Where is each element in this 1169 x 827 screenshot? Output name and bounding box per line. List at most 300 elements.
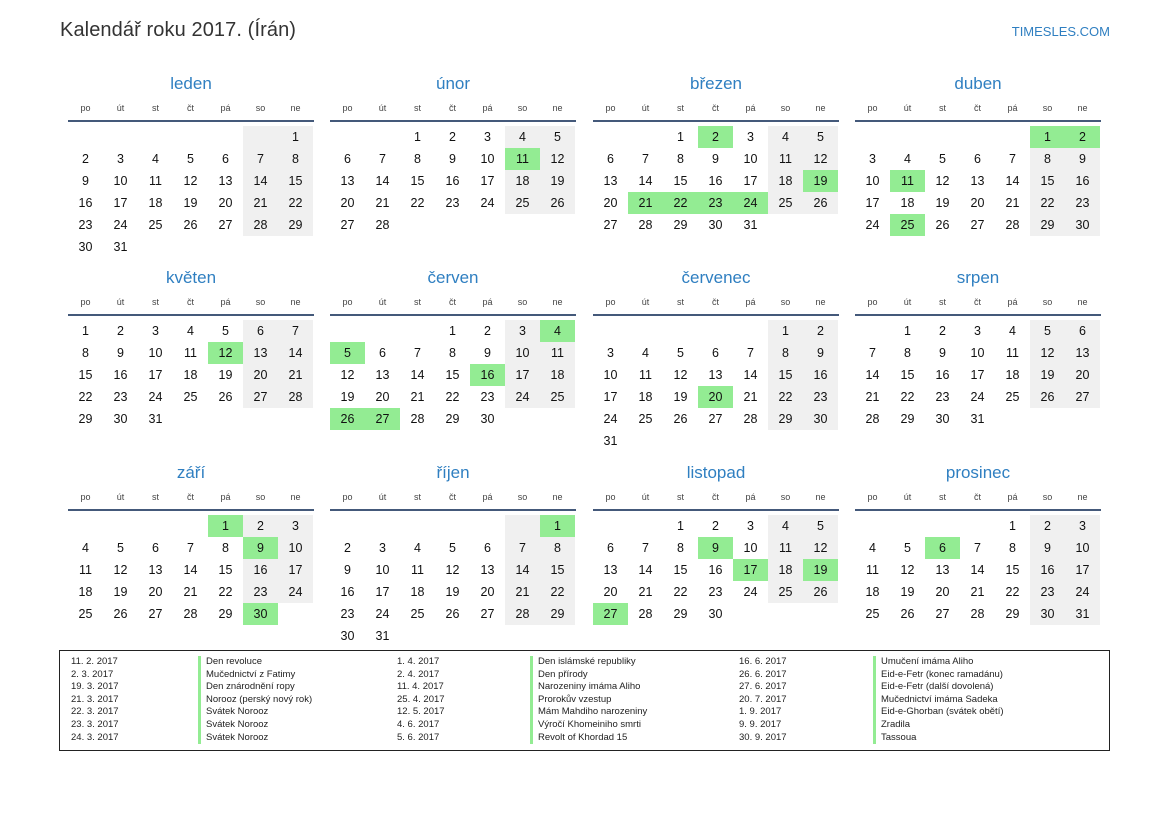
weekday-label: pá [745,297,756,307]
weekday-label: út [378,492,387,502]
weekday-label: čt [448,103,456,113]
weekday-label: pá [220,103,231,113]
month-8 [855,267,1101,430]
weekday-label: st [938,103,946,113]
day-cell: 28 [375,218,390,232]
weekday-label: po [342,103,353,113]
empty-cell [925,126,960,148]
day-cell: 4 [82,541,89,555]
day-cell: 3 [747,130,754,144]
holiday-date: 30. 9. 2017 [739,731,787,743]
day-cell: 2 [243,515,278,537]
day-cell: 1 [449,324,456,338]
day-cell: 28 [278,386,313,408]
empty-cell [768,603,803,625]
day-cell: 19 [445,585,460,599]
holiday-day-cell: 2 [698,126,733,148]
empty-cell [400,515,435,537]
day-cell: 16 [1065,170,1100,192]
day-grid [593,126,839,236]
day-cell: 8 [82,346,89,360]
day-cell: 11 [1006,346,1019,360]
holiday-name: Prorokův vzestup [530,694,647,707]
day-cell: 20 [970,196,985,210]
weekday-label: so [780,492,791,502]
day-cell: 25 [865,607,880,621]
weekday-header [68,487,314,507]
day-cell: 7 [747,346,754,360]
day-cell: 28 [1005,218,1020,232]
weekday-label: po [867,103,878,113]
holiday-name: Revolt of Khordad 15 [530,732,647,745]
holiday-day-cell: 27 [593,603,628,625]
day-cell: 26 [540,192,575,214]
day-cell: 19 [1030,364,1065,386]
day-cell: 2 [344,541,351,555]
day-cell: 12 [183,174,198,188]
day-cell: 15 [1030,170,1065,192]
day-cell: 4 [414,541,421,555]
empty-cell [663,430,698,452]
weekday-label: út [903,103,912,113]
holiday-date: 25. 4. 2017 [397,693,445,705]
day-cell: 5 [449,541,456,555]
day-cell: 8 [1030,148,1065,170]
day-cell: 20 [935,585,950,599]
day-cell: 27 [708,412,723,426]
weekday-label: ne [552,103,563,113]
day-cell: 14 [638,174,653,188]
weekday-header [68,98,314,118]
day-cell: 9 [449,152,456,166]
weekday-label: pá [482,103,493,113]
month-2 [330,73,576,236]
day-cell: 3 [117,152,124,166]
weekday-header [593,487,839,507]
empty-cell [173,126,208,148]
empty-cell [365,126,400,148]
day-cell: 17 [865,196,880,210]
day-cell: 13 [708,368,723,382]
day-cell: 15 [673,174,688,188]
day-grid [855,515,1101,625]
holiday-date: 23. 3. 2017 [71,718,119,730]
day-cell: 31 [1065,603,1100,625]
day-cell: 29 [1030,214,1065,236]
day-cell: 21 [865,390,880,404]
weekday-label: ne [1077,103,1088,113]
empty-cell [330,320,365,342]
empty-cell [365,320,400,342]
day-cell: 26 [900,607,915,621]
day-cell: 3 [379,541,386,555]
holiday-name: Mučednictví imáma Sadeka [873,694,1004,707]
empty-cell [505,515,540,537]
holiday-date: 24. 3. 2017 [71,731,119,743]
day-cell: 6 [974,152,981,166]
empty-cell [628,515,663,537]
day-grid [68,515,314,625]
day-cell: 14 [743,368,758,382]
day-cell: 24 [505,386,540,408]
day-cell: 24 [375,607,390,621]
empty-cell [733,320,768,342]
day-cell: 10 [743,152,758,166]
weekday-label: st [938,492,946,502]
weekday-label: ne [290,492,301,502]
weekday-label: so [780,103,791,113]
empty-cell [243,408,278,430]
holiday-name: Zradila [873,719,1004,732]
day-cell: 14 [638,563,653,577]
day-cell: 7 [505,537,540,559]
day-cell: 18 [900,196,915,210]
weekday-label: po [867,492,878,502]
day-cell: 8 [1009,541,1016,555]
day-cell: 25 [768,192,803,214]
weekday-header [330,98,576,118]
weekday-label: ne [1077,492,1088,502]
day-cell: 15 [278,170,313,192]
day-cell: 12 [935,174,950,188]
day-cell: 11 [639,368,652,382]
month-name: červen [427,268,479,287]
day-cell: 30 [113,412,128,426]
holiday-day-cell: 21 [628,192,663,214]
day-cell: 6 [344,152,351,166]
weekday-header [855,292,1101,312]
day-cell: 13 [375,368,390,382]
day-cell: 12 [803,537,838,559]
day-cell: 28 [865,412,880,426]
day-cell: 31 [148,412,163,426]
holiday-dates-column-3 [739,656,787,744]
weekday-label: po [80,297,91,307]
empty-cell [400,320,435,342]
day-cell: 21 [743,390,758,404]
day-cell: 9 [712,152,719,166]
day-cell: 17 [375,585,390,599]
day-cell: 17 [1065,559,1100,581]
day-cell: 28 [970,607,985,621]
holiday-date: 27. 6. 2017 [739,681,787,693]
day-cell: 14 [1005,174,1020,188]
day-cell: 10 [375,563,390,577]
empty-cell [540,408,575,430]
empty-cell [435,515,470,537]
day-cell: 16 [1030,559,1065,581]
day-cell: 14 [243,170,278,192]
day-cell: 12 [340,368,355,382]
day-cell: 10 [480,152,495,166]
weekday-label: út [378,103,387,113]
month-name: září [176,463,206,482]
empty-cell [733,603,768,625]
day-cell: 12 [803,148,838,170]
day-cell: 2 [939,324,946,338]
day-cell: 7 [379,152,386,166]
day-cell: 19 [218,368,233,382]
day-cell: 15 [1005,563,1020,577]
day-cell: 25 [148,218,163,232]
holiday-day-cell: 5 [330,342,365,364]
holiday-day-cell: 11 [890,170,925,192]
day-grid [593,320,839,452]
weekday-label: po [342,492,353,502]
month-divider [855,120,1101,122]
holiday-name: Eid-e-Fetr (konec ramadánu) [873,669,1004,682]
day-cell: 15 [900,368,915,382]
empty-cell [505,625,540,647]
weekday-label: pá [745,103,756,113]
empty-cell [505,408,540,430]
day-cell: 18 [1005,368,1020,382]
month-10 [330,462,576,647]
day-cell: 9 [1030,537,1065,559]
day-cell: 7 [642,152,649,166]
day-cell: 22 [410,196,425,210]
day-cell: 3 [278,515,313,537]
holiday-name: Svátek Norooz [198,706,312,719]
day-cell: 5 [939,152,946,166]
day-cell: 9 [803,342,838,364]
month-divider [68,509,314,511]
day-cell: 29 [218,607,233,621]
weekday-label: st [413,492,421,502]
day-grid [330,515,576,647]
weekday-label: ne [815,297,826,307]
empty-cell [628,430,663,452]
day-cell: 20 [375,390,390,404]
day-cell: 11 [866,563,879,577]
month-divider [855,314,1101,316]
day-cell: 14 [505,559,540,581]
holiday-day-cell: 1 [540,515,575,537]
empty-cell [1030,408,1065,430]
holiday-day-cell: 25 [890,214,925,236]
empty-cell [768,430,803,452]
day-cell: 29 [445,412,460,426]
day-cell: 26 [1030,386,1065,408]
weekday-label: pá [1007,103,1018,113]
month-12 [855,462,1101,625]
weekday-label: pá [220,297,231,307]
day-cell: 7 [278,320,313,342]
holiday-day-cell: 6 [925,537,960,559]
weekday-label: so [255,103,266,113]
day-cell: 12 [900,563,915,577]
empty-cell [593,320,628,342]
holiday-name: Mučednictví z Fatimy [198,669,312,682]
day-cell: 30 [935,412,950,426]
weekday-label: po [605,103,616,113]
weekday-label: čt [973,297,981,307]
day-cell: 13 [480,563,495,577]
day-cell: 27 [148,607,163,621]
day-cell: 26 [935,218,950,232]
weekday-header [330,487,576,507]
day-grid [68,126,314,258]
weekday-label: čt [973,492,981,502]
day-cell: 10 [113,174,128,188]
day-cell: 13 [603,563,618,577]
month-name: leden [170,74,212,93]
day-cell: 15 [445,368,460,382]
day-cell: 14 [183,563,198,577]
day-cell: 12 [540,148,575,170]
day-cell: 4 [768,126,803,148]
empty-cell [138,126,173,148]
day-cell: 11 [768,148,803,170]
weekday-label: út [116,297,125,307]
weekday-label: čt [186,297,194,307]
day-cell: 27 [340,218,355,232]
day-cell: 30 [340,629,355,643]
day-cell: 25 [638,412,653,426]
day-cell: 13 [340,174,355,188]
day-cell: 12 [113,563,128,577]
holiday-date: 9. 9. 2017 [739,718,782,730]
holiday-day-cell: 2 [1065,126,1100,148]
day-cell: 2 [449,130,456,144]
month-name: listopad [686,463,746,482]
day-cell: 30 [480,412,495,426]
holiday-day-cell: 17 [733,559,768,581]
day-cell: 1 [1009,519,1016,533]
weekday-label: út [116,492,125,502]
day-cell: 24 [1065,581,1100,603]
empty-cell [995,126,1030,148]
day-cell: 6 [152,541,159,555]
empty-cell [68,126,103,148]
empty-cell [505,214,540,236]
day-cell: 9 [1065,148,1100,170]
day-cell: 18 [505,170,540,192]
day-cell: 16 [708,563,723,577]
day-cell: 9 [82,174,89,188]
holiday-day-cell: 19 [803,559,838,581]
day-cell: 24 [603,412,618,426]
day-cell: 10 [278,537,313,559]
empty-cell [208,408,243,430]
day-cell: 16 [243,559,278,581]
holiday-date: 12. 5. 2017 [397,706,445,718]
day-cell: 3 [505,320,540,342]
weekday-label: st [413,103,421,113]
month-name: červenec [681,268,751,287]
day-cell: 9 [939,346,946,360]
holiday-name: Eid-e-Fetr (další dovolená) [873,681,1004,694]
weekday-label: čt [186,103,194,113]
weekday-label: ne [815,103,826,113]
day-cell: 31 [743,218,758,232]
day-cell: 22 [278,192,313,214]
day-cell: 13 [603,174,618,188]
day-cell: 2 [82,152,89,166]
empty-cell [628,320,663,342]
day-cell: 10 [505,342,540,364]
day-cell: 5 [803,126,838,148]
holiday-list [59,650,1110,751]
day-cell: 6 [379,346,386,360]
day-cell: 23 [243,581,278,603]
empty-cell [803,603,838,625]
day-cell: 23 [480,390,495,404]
weekday-label: ne [552,297,563,307]
day-cell: 7 [869,346,876,360]
month-name: duben [954,74,1002,93]
day-grid [855,126,1101,236]
day-cell: 22 [218,585,233,599]
day-cell: 25 [505,192,540,214]
empty-cell [278,603,313,625]
day-cell: 17 [148,368,163,382]
day-cell: 4 [768,515,803,537]
day-cell: 20 [480,585,495,599]
holiday-day-cell: 12 [208,342,243,364]
month-3 [593,73,839,236]
empty-cell [890,126,925,148]
day-cell: 1 [677,130,684,144]
empty-cell [470,515,505,537]
weekday-label: po [867,297,878,307]
month-5 [68,267,314,430]
weekday-label: so [517,297,528,307]
day-cell: 13 [1065,342,1100,364]
holiday-day-cell: 20 [698,386,733,408]
day-cell: 30 [1065,214,1100,236]
holiday-date: 19. 3. 2017 [71,681,119,693]
holiday-day-cell: 11 [505,148,540,170]
empty-cell [278,408,313,430]
day-cell: 6 [222,152,229,166]
day-cell: 3 [747,519,754,533]
day-cell: 19 [900,585,915,599]
holiday-date: 20. 7. 2017 [739,693,787,705]
month-11 [593,462,839,625]
weekday-label: po [605,492,616,502]
empty-cell [173,515,208,537]
site-link[interactable]: TIMESLES.COM [1011,24,1110,39]
day-cell: 5 [803,515,838,537]
day-cell: 18 [410,585,425,599]
day-cell: 1 [677,519,684,533]
weekday-label: čt [711,297,719,307]
month-divider [330,509,576,511]
day-cell: 22 [78,390,93,404]
day-cell: 14 [278,342,313,364]
day-cell: 2 [803,320,838,342]
day-cell: 8 [677,152,684,166]
day-cell: 14 [865,368,880,382]
day-cell: 9 [117,346,124,360]
month-4 [855,73,1101,236]
day-cell: 30 [78,240,93,254]
empty-cell [208,126,243,148]
day-cell: 9 [484,346,491,360]
weekday-header [330,292,576,312]
empty-cell [663,320,698,342]
day-cell: 27 [218,218,233,232]
weekday-header [593,292,839,312]
weekday-header [593,98,839,118]
month-name: březen [690,74,742,93]
day-cell: 8 [278,148,313,170]
day-cell: 25 [1005,390,1020,404]
weekday-label: út [378,297,387,307]
weekday-label: út [116,103,125,113]
day-cell: 3 [484,130,491,144]
